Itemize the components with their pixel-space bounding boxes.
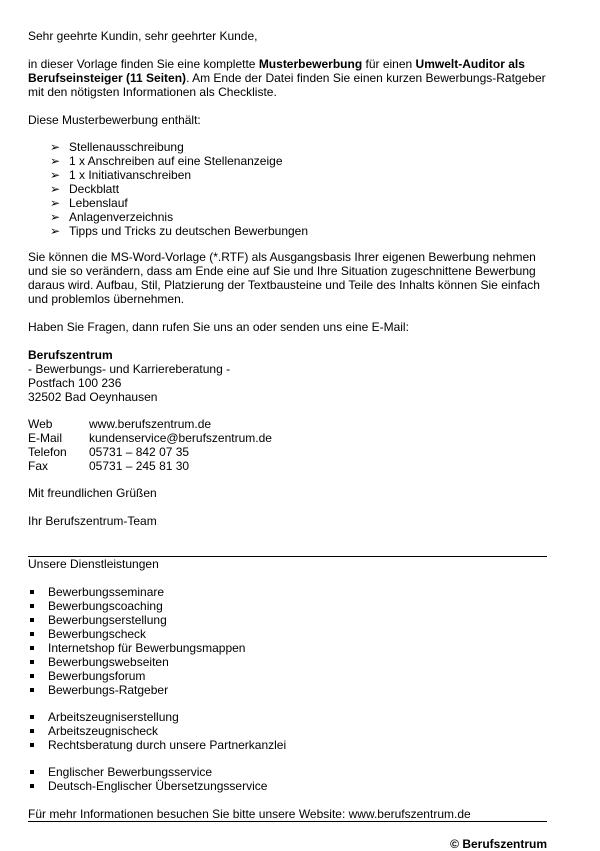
- list-item: [30, 779, 267, 793]
- list-item: [50, 196, 308, 210]
- questions-paragraph: Haben Sie Fragen, dann rufen Sie uns an oder senden uns eine E-Mail:: [28, 320, 409, 334]
- arrow-bullet-icon: ➢: [50, 182, 61, 196]
- list-item: [30, 724, 286, 738]
- list-item-label: Internetshop für Bewerbungsmappen: [48, 641, 246, 655]
- contact-row-phone: [28, 445, 272, 459]
- arrow-bullet-icon: ➢: [50, 196, 61, 210]
- list-item-label: 1 x Anschreiben auf eine Stellenanzeige: [69, 154, 283, 168]
- list-item-label: 1 x Initiativanschreiben: [69, 168, 192, 182]
- contact-label: E-Mail: [28, 431, 63, 445]
- list-item-label: Arbeitszeugnischeck: [48, 724, 159, 738]
- list-item: [50, 224, 308, 238]
- arrow-bullet-icon: ➢: [50, 140, 61, 154]
- list-item-label: Rechtsberatung durch unsere Partnerkanzlei: [48, 738, 287, 752]
- list-item: [30, 613, 245, 627]
- square-bullet-icon: [30, 618, 34, 622]
- intro-bold-musterbewerbung: Musterbewerbung: [258, 57, 363, 71]
- list-item-label: Anlagenverzeichnis: [69, 210, 174, 224]
- contact-label: Fax: [28, 459, 49, 473]
- list-item: [30, 669, 245, 683]
- list-item: [50, 140, 308, 154]
- contact-row-email: [28, 431, 272, 445]
- square-bullet-icon: [30, 729, 34, 733]
- list-item-label: Arbeitszeugniserstellung: [48, 710, 179, 724]
- list-item-label: Englischer Bewerbungsservice: [48, 765, 213, 779]
- intro-text: für einen: [362, 57, 416, 71]
- address-city: 32502 Bad Oeynhausen: [28, 390, 158, 404]
- intro-bold-position: Umwelt-Auditor als Berufseinsteiger (11 Seiten): [28, 57, 525, 85]
- closing: Mit freundlichen Grüßen: [28, 486, 157, 500]
- list-item-label: Bewerbungsseminare: [48, 585, 165, 599]
- address-street: Postfach 100 236: [28, 376, 122, 390]
- list-item-label: Bewerbungsforum: [48, 669, 146, 683]
- list-item: [30, 627, 245, 641]
- contact-value: kundenservice@berufszentrum.de: [89, 431, 272, 445]
- contact-row-fax: [28, 459, 272, 473]
- arrow-bullet-icon: ➢: [50, 224, 61, 238]
- company-name: Berufszentrum: [28, 348, 113, 362]
- list-item: [50, 182, 308, 196]
- divider: [28, 821, 547, 822]
- square-bullet-icon: [30, 660, 34, 664]
- contact-label: Telefon: [28, 445, 67, 459]
- list-item-label: Bewerbungswebseiten: [48, 655, 169, 669]
- list-item: [30, 641, 245, 655]
- contact-label: Web: [28, 417, 53, 431]
- website-note: Für mehr Informationen besuchen Sie bitte unsere Website: www.berufszentrum.de: [28, 807, 471, 821]
- address-block: [28, 348, 548, 404]
- list-item: [30, 655, 245, 669]
- copyright: © Berufszentrum: [450, 837, 547, 851]
- square-bullet-icon: [30, 604, 34, 608]
- list-item-label: Deckblatt: [69, 182, 120, 196]
- list-item: [50, 154, 308, 168]
- list-item: [50, 168, 308, 182]
- intro-paragraph: [28, 57, 548, 99]
- company-subtitle: - Bewerbungs- und Karriereberatung -: [28, 362, 231, 376]
- arrow-bullet-icon: ➢: [50, 168, 61, 182]
- square-bullet-icon: [30, 743, 34, 747]
- list-item: [30, 599, 245, 613]
- salutation: Sehr geehrte Kundin, sehr geehrter Kunde,: [28, 29, 258, 43]
- square-bullet-icon: [30, 784, 34, 788]
- square-bullet-icon: [30, 646, 34, 650]
- list-item-label: Bewerbungserstellung: [48, 613, 167, 627]
- contents-list: [50, 140, 308, 238]
- contact-row-web: [28, 417, 272, 431]
- list-item-label: Tipps und Tricks zu deutschen Bewerbungen: [69, 224, 309, 238]
- list-item-label: Bewerbungscoaching: [48, 599, 163, 613]
- usage-paragraph: Sie können die MS-Word-Vorlage (*.RTF) als Ausgangsbasis Ihrer eigenen Bewerbung nehmen und sie so verändern, dass am Ende eine auf Sie und Ihre Situation zugeschnittene Bewerbung daraus wird. Aufbau, Stil, Platzierung der Textbausteine und Teile des Inhalts können Sie einfach und problemlos übernehmen.: [28, 250, 540, 306]
- intro-text: in dieser Vorlage finden Sie eine komplette: [28, 57, 259, 71]
- list-item: [30, 710, 286, 724]
- list-item-label: Stellenausschreibung: [69, 140, 184, 154]
- list-item: [50, 210, 308, 224]
- square-bullet-icon: [30, 674, 34, 678]
- square-bullet-icon: [30, 688, 34, 692]
- square-bullet-icon: [30, 715, 34, 719]
- services-list-1: [30, 585, 245, 697]
- list-item-label: Bewerbungs-Ratgeber: [48, 683, 169, 697]
- services-list-2: [30, 710, 286, 752]
- services-list-3: [30, 765, 267, 793]
- square-bullet-icon: [30, 632, 34, 636]
- contents-heading: Diese Musterbewerbung enthält:: [28, 113, 201, 127]
- list-item: [30, 765, 267, 779]
- list-item-label: Bewerbungscheck: [48, 627, 147, 641]
- list-item-label: Lebenslauf: [69, 196, 128, 210]
- signature: Ihr Berufszentrum-Team: [28, 514, 157, 528]
- contact-value: 05731 – 245 81 30: [89, 459, 190, 473]
- list-item: [30, 683, 245, 697]
- services-heading: Unsere Dienstleistungen: [28, 557, 159, 571]
- arrow-bullet-icon: ➢: [50, 154, 61, 168]
- arrow-bullet-icon: ➢: [50, 210, 61, 224]
- square-bullet-icon: [30, 590, 34, 594]
- list-item: [30, 738, 286, 752]
- contact-block: [28, 417, 272, 473]
- list-item: [30, 585, 245, 599]
- contact-value: 05731 – 842 07 35: [89, 445, 190, 459]
- square-bullet-icon: [30, 770, 34, 774]
- intro-text: . Am Ende der Datei finden Sie einen kurzen Bewerbungs-Ratgeber mit den nötigsten Informationen als Checkliste.: [28, 71, 546, 99]
- list-item-label: Deutsch-Englischer Übersetzungsservice: [48, 779, 268, 793]
- contact-value: www.berufszentrum.de: [89, 417, 212, 431]
